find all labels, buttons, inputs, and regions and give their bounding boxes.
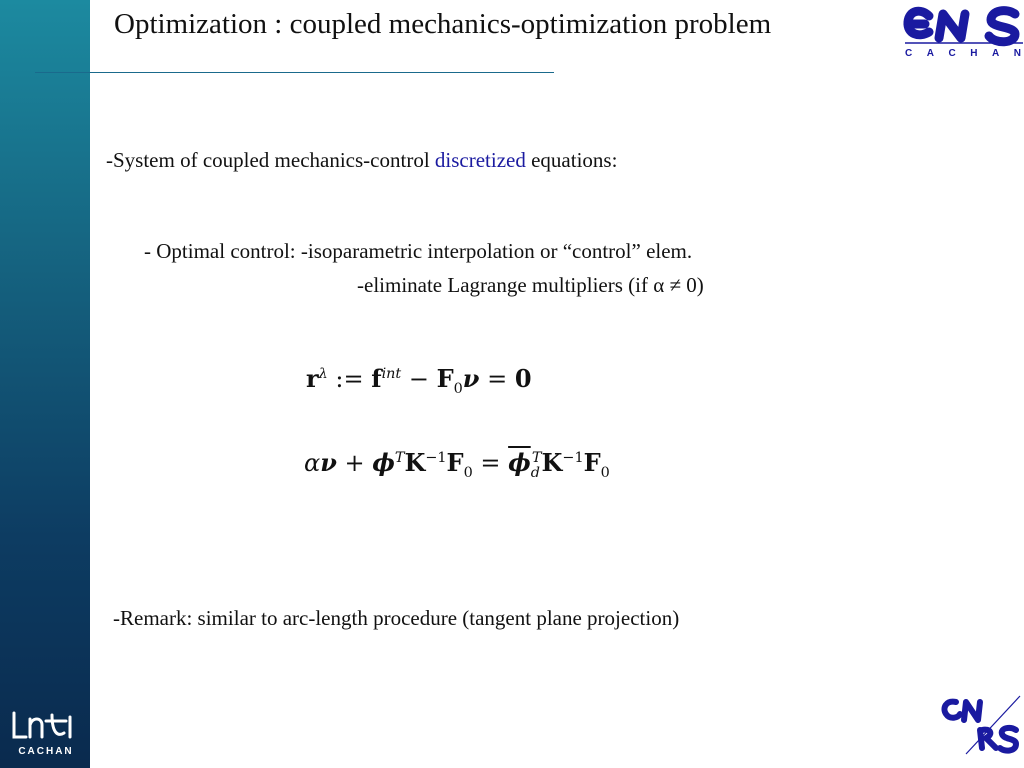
university-logo-label: CACHAN: [18, 746, 74, 757]
remark-line: -Remark: similar to arc-length procedure (tangent plane projection): [113, 606, 680, 630]
equation-residual: $r^\lambda$ := $f^{int} - F_0\nu = 0$: [306, 364, 532, 397]
intro-prefix: -System of coupled mechanics-control: [106, 148, 435, 172]
intro-line: [106, 148, 617, 173]
slide-title: Optimization : coupled mechanics-optimization problem: [114, 8, 772, 40]
sidebar-band: [0, 0, 90, 768]
equation-control: $\alpha\nu + \phi^TK^{-1}F_0 = \overline{\phi}_d^TK^{-1}F_0$: [304, 448, 610, 481]
optimal-control-line: - Optimal control: -isoparametric interpolation or “control” elem.: [144, 239, 693, 263]
cnrs-logo-icon: [936, 690, 1022, 764]
intro-suffix: equations:: [525, 148, 618, 172]
intro-highlight: discretized: [434, 148, 526, 172]
title-underline: [35, 72, 554, 73]
ens-logo-subtitle: C A C H A N: [905, 48, 1023, 59]
lagrange-line: -eliminate Lagrange multipliers (if α ≠ 0): [357, 273, 704, 297]
